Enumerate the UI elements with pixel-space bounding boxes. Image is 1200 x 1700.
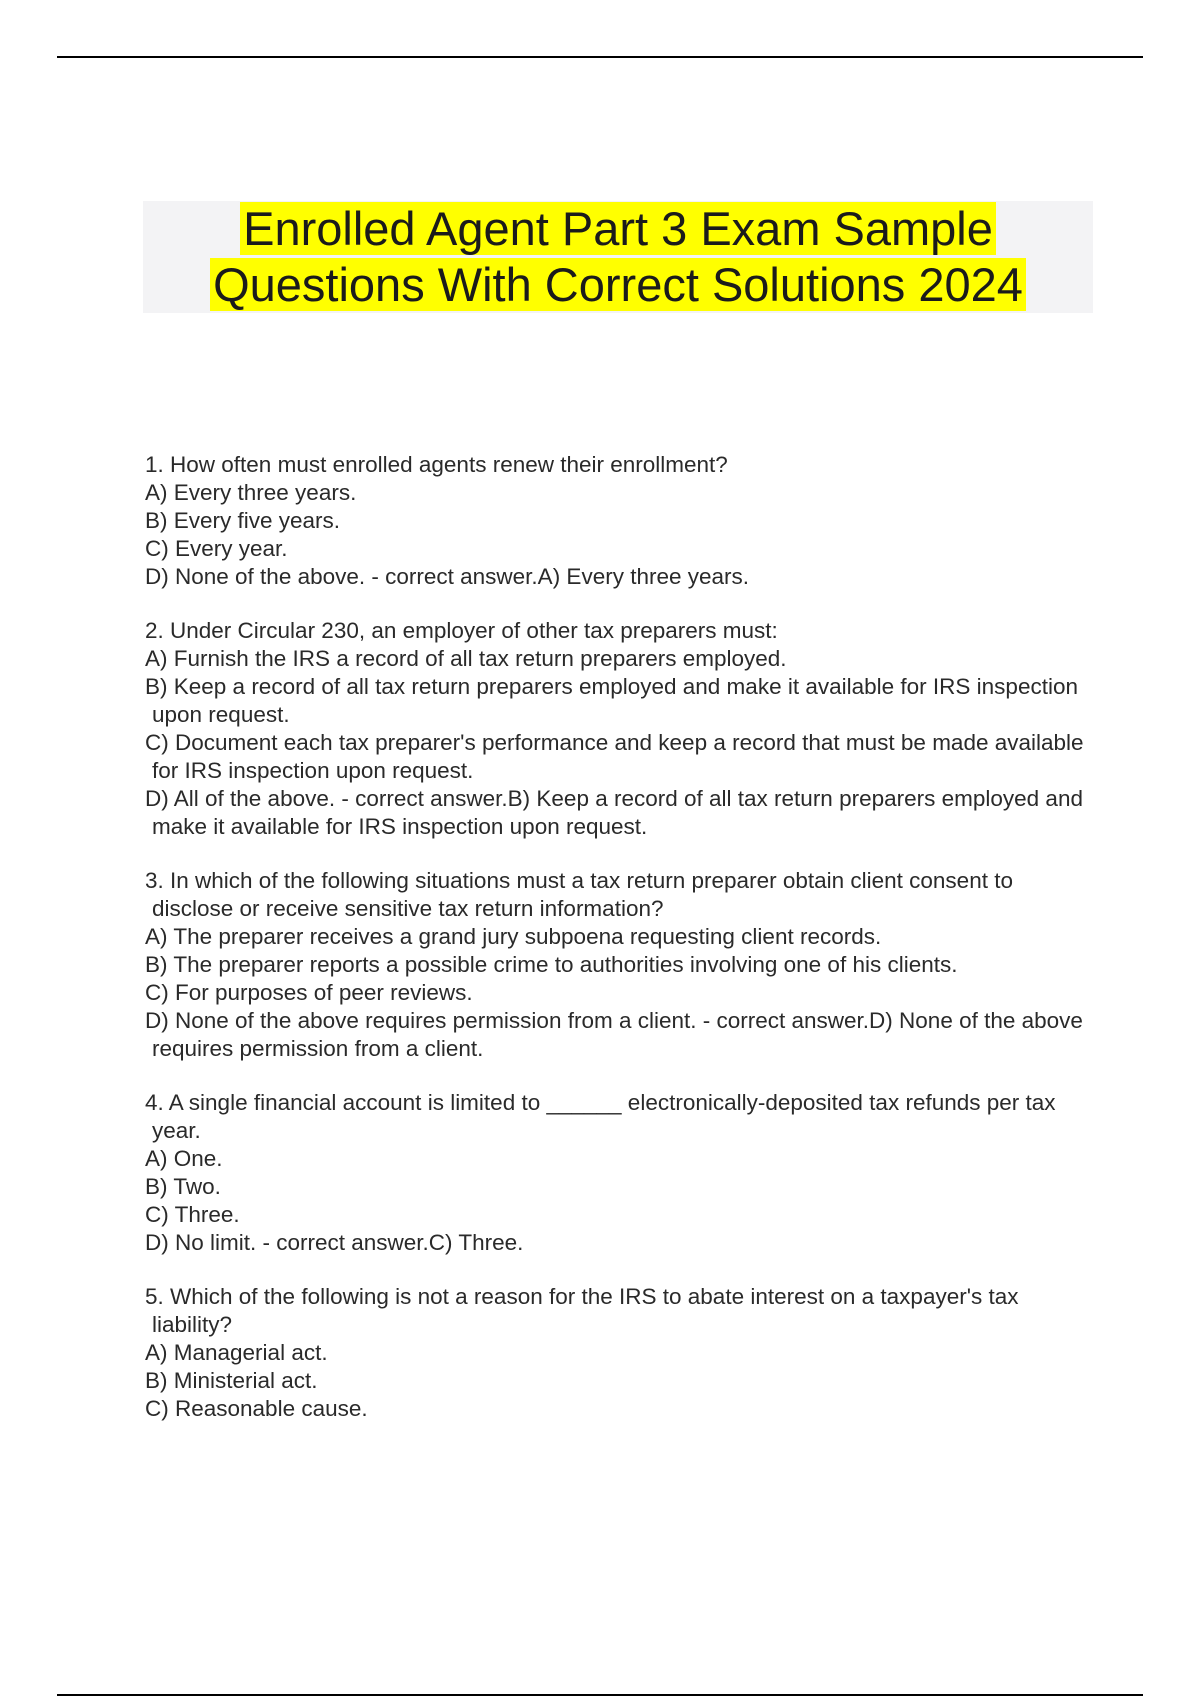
option-d-answer: D) All of the above. - correct answer.B) Keep a record of all tax return preparers employed and make it available for IRS inspection upon request.	[145, 786, 1083, 839]
option-c: C) Document each tax preparer's performance and keep a record that must be made available for IRS inspection upon request.	[145, 730, 1084, 783]
option-d-answer: D) None of the above requires permission from a client. - correct answer.D) None of the above requires permission from a client.	[145, 1008, 1083, 1061]
option-a: A) Every three years.	[145, 480, 357, 505]
title-highlight-1: Enrolled Agent Part 3 Exam Sample	[240, 202, 996, 255]
option-b: B) Every five years.	[145, 508, 341, 533]
question-4	[145, 1089, 1085, 1257]
option-a: A) One.	[145, 1146, 223, 1171]
top-rule	[57, 56, 1143, 58]
question-text: 2. Under Circular 230, an employer of other tax preparers must:	[145, 618, 778, 643]
option-c: C) Three.	[145, 1202, 240, 1227]
bottom-rule	[57, 1694, 1143, 1696]
option-b: B) Two.	[145, 1174, 221, 1199]
title-box	[143, 201, 1093, 313]
title-highlight-2: Questions With Correct Solutions 2024	[210, 258, 1026, 311]
option-d-answer: D) No limit. - correct answer.C) Three.	[145, 1230, 524, 1255]
option-c: C) For purposes of peer reviews.	[145, 980, 473, 1005]
question-text: 5. Which of the following is not a reason for the IRS to abate interest on a taxpayer's tax liability?	[145, 1284, 1019, 1337]
option-d-answer: D) None of the above. - correct answer.A) Every three years.	[145, 564, 750, 589]
title-line-2	[210, 257, 1026, 313]
question-5	[145, 1283, 1085, 1423]
option-b: B) The preparer reports a possible crime to authorities involving one of his clients.	[145, 952, 958, 977]
title-line-1	[240, 201, 996, 257]
option-a: A) Managerial act.	[145, 1340, 328, 1365]
question-2	[145, 617, 1085, 841]
option-a: A) The preparer receives a grand jury subpoena requesting client records.	[145, 924, 882, 949]
option-c: C) Every year.	[145, 536, 288, 561]
option-a: A) Furnish the IRS a record of all tax return preparers employed.	[145, 646, 787, 671]
question-1	[145, 451, 1085, 591]
question-list	[145, 451, 1085, 1449]
question-text: 1. How often must enrolled agents renew their enrollment?	[145, 452, 728, 477]
option-b: B) Keep a record of all tax return preparers employed and make it available for IRS inspection upon request.	[145, 674, 1078, 727]
question-3	[145, 867, 1085, 1063]
question-text: 4. A single financial account is limited to ______ electronically-deposited tax refunds per tax year.	[145, 1090, 1056, 1143]
option-b: B) Ministerial act.	[145, 1368, 318, 1393]
question-text: 3. In which of the following situations must a tax return preparer obtain client consent to disclose or receive sensitive tax return information?	[145, 868, 1013, 921]
option-c: C) Reasonable cause.	[145, 1396, 368, 1421]
